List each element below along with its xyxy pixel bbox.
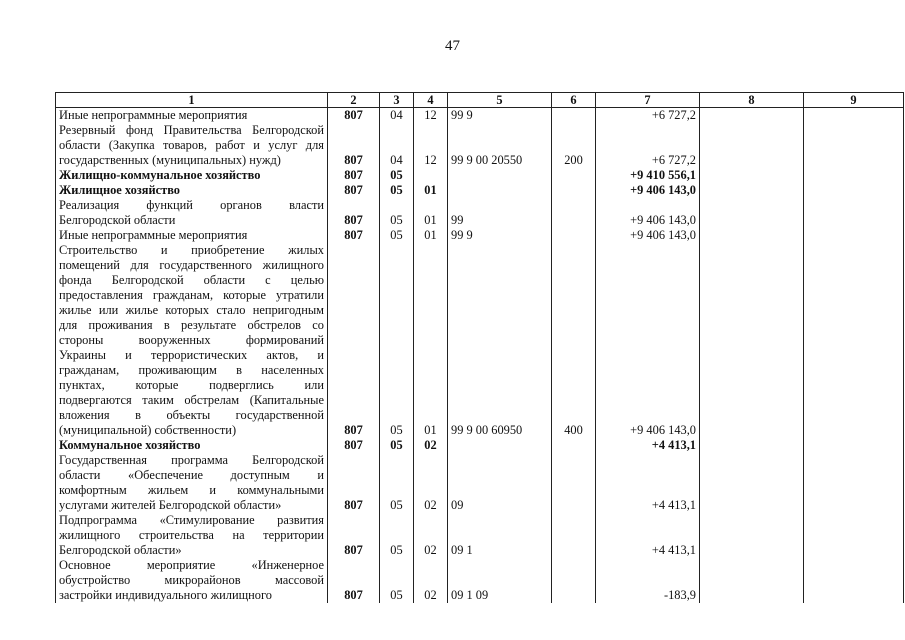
row-name-line: обустройство микрорайонов массовой — [59, 573, 324, 587]
col-7-amount: +4 413,1 — [596, 438, 700, 453]
col-2-code: 807 — [328, 108, 380, 124]
table-row — [56, 108, 904, 124]
col-3-section: 05 — [380, 558, 414, 603]
row-name-line: Основное мероприятие «Инженерное — [59, 558, 324, 572]
row-name-line: застройки индивидуального жилищного — [59, 588, 272, 602]
col-5-target-item — [448, 168, 552, 183]
col-6-expense-type: 400 — [552, 243, 596, 438]
row-name-line: предоставления гражданам, которые утратили — [59, 288, 324, 302]
col-2-code: 807 — [328, 123, 380, 168]
col-5-target-item — [448, 438, 552, 453]
column-header: 2 — [328, 93, 380, 108]
col-7-amount: +9 406 143,0 — [596, 228, 700, 243]
table-row — [56, 183, 904, 198]
col-4-subsection: 02 — [414, 438, 448, 453]
row-name — [56, 558, 328, 603]
col-3-section: 05 — [380, 198, 414, 228]
col-4-subsection: 01 — [414, 198, 448, 228]
col-2-code: 807 — [328, 198, 380, 228]
col-8 — [700, 123, 804, 168]
row-name-line: (муниципальной) собственности) — [59, 423, 237, 437]
col-8 — [700, 438, 804, 453]
row-name-line: Реализация функций органов власти — [59, 198, 324, 212]
row-name-line: Белгородской области» — [59, 543, 182, 557]
table-row — [56, 198, 904, 228]
col-7-amount: +9 406 143,0 — [596, 243, 700, 438]
budget-table — [55, 92, 904, 603]
col-7-amount: +4 413,1 — [596, 513, 700, 558]
table-row — [56, 513, 904, 558]
column-header: 5 — [448, 93, 552, 108]
row-name — [56, 228, 328, 243]
col-9 — [804, 228, 904, 243]
col-3-section: 05 — [380, 438, 414, 453]
table-header-row — [56, 93, 904, 108]
col-4-subsection — [414, 168, 448, 183]
col-6-expense-type — [552, 168, 596, 183]
col-5-target-item: 99 9 00 20550 — [448, 123, 552, 168]
col-6-expense-type — [552, 453, 596, 513]
row-name-line: жилищного строительства на территории — [59, 528, 324, 542]
col-2-code: 807 — [328, 243, 380, 438]
row-name-line: фонда Белгородской области с целью — [59, 273, 324, 287]
col-6-expense-type — [552, 558, 596, 603]
row-name-line: Государственная программа Белгородской — [59, 453, 324, 467]
col-3-section: 05 — [380, 513, 414, 558]
col-7-amount: +6 727,2 — [596, 123, 700, 168]
row-name-line: комфортным жильем и коммунальными — [59, 483, 324, 497]
col-4-subsection: 01 — [414, 228, 448, 243]
col-7-amount: +9 406 143,0 — [596, 183, 700, 198]
col-9 — [804, 183, 904, 198]
col-4-subsection: 12 — [414, 108, 448, 124]
row-name-line: пунктах, которые подверглись или — [59, 378, 324, 392]
col-8 — [700, 183, 804, 198]
row-name-line: Белгородской области — [59, 213, 176, 227]
col-9 — [804, 513, 904, 558]
col-5-target-item: 99 — [448, 198, 552, 228]
column-header: 7 — [596, 93, 700, 108]
col-3-section: 05 — [380, 168, 414, 183]
row-name-line: подвергаются таким обстрелам (Капитальные — [59, 393, 324, 407]
col-3-section: 05 — [380, 453, 414, 513]
row-name — [56, 123, 328, 168]
column-header: 1 — [56, 93, 328, 108]
col-3-section: 04 — [380, 108, 414, 124]
col-8 — [700, 168, 804, 183]
col-7-amount: +6 727,2 — [596, 108, 700, 124]
col-5-target-item: 09 — [448, 453, 552, 513]
col-4-subsection: 12 — [414, 123, 448, 168]
col-9 — [804, 108, 904, 124]
row-name-line: вложения в объекты государственной — [59, 408, 324, 422]
col-3-section: 04 — [380, 123, 414, 168]
col-6-expense-type — [552, 198, 596, 228]
col-5-target-item: 99 9 — [448, 108, 552, 124]
col-2-code: 807 — [328, 168, 380, 183]
row-name-line: помещений для государственного жилищного — [59, 258, 324, 272]
col-7-amount: -183,9 — [596, 558, 700, 603]
column-header: 3 — [380, 93, 414, 108]
col-4-subsection: 02 — [414, 453, 448, 513]
row-name-line: Коммунальное хозяйство — [59, 438, 201, 452]
row-name-line: Жилищно-коммунальное хозяйство — [59, 168, 261, 182]
row-name — [56, 438, 328, 453]
column-header: 4 — [414, 93, 448, 108]
table-row — [56, 558, 904, 603]
column-header: 8 — [700, 93, 804, 108]
row-name — [56, 108, 328, 124]
col-4-subsection: 02 — [414, 513, 448, 558]
row-name-line: гражданам, проживающим в населенных — [59, 363, 324, 377]
col-5-target-item: 09 1 09 — [448, 558, 552, 603]
table-row — [56, 438, 904, 453]
row-name — [56, 453, 328, 513]
table-row — [56, 228, 904, 243]
col-8 — [700, 513, 804, 558]
row-name-line: жилье или жилье которых стало непригодным — [59, 303, 324, 317]
col-8 — [700, 198, 804, 228]
column-header: 6 — [552, 93, 596, 108]
col-4-subsection: 01 — [414, 243, 448, 438]
row-name — [56, 243, 328, 438]
col-8 — [700, 453, 804, 513]
col-2-code: 807 — [328, 513, 380, 558]
row-name-line: Жилищное хозяйство — [59, 183, 181, 197]
col-6-expense-type — [552, 438, 596, 453]
col-4-subsection: 02 — [414, 558, 448, 603]
row-name — [56, 198, 328, 228]
table-row — [56, 453, 904, 513]
col-8 — [700, 558, 804, 603]
page-number: 47 — [445, 38, 460, 54]
col-6-expense-type — [552, 513, 596, 558]
col-9 — [804, 438, 904, 453]
row-name-line: области «Обеспечение доступным и — [59, 468, 324, 482]
col-2-code: 807 — [328, 438, 380, 453]
col-9 — [804, 123, 904, 168]
col-5-target-item — [448, 183, 552, 198]
row-name-line: для проживания в результате обстрелов со — [59, 318, 324, 332]
row-name-line: Подпрограмма «Стимулирование развития — [59, 513, 324, 527]
col-4-subsection: 01 — [414, 183, 448, 198]
col-8 — [700, 243, 804, 438]
col-6-expense-type: 200 — [552, 123, 596, 168]
row-name — [56, 513, 328, 558]
col-3-section: 05 — [380, 228, 414, 243]
col-9 — [804, 243, 904, 438]
table-row — [56, 123, 904, 168]
col-2-code: 807 — [328, 183, 380, 198]
col-5-target-item: 99 9 — [448, 228, 552, 243]
col-9 — [804, 453, 904, 513]
table-row — [56, 243, 904, 438]
table-row — [56, 168, 904, 183]
col-5-target-item: 09 1 — [448, 513, 552, 558]
row-name-line: Иные непрограммные мероприятия — [59, 228, 248, 242]
column-header: 9 — [804, 93, 904, 108]
col-6-expense-type — [552, 183, 596, 198]
row-name-line: области (Закупка товаров, работ и услуг для — [59, 138, 324, 152]
row-name-line: услугами жителей Белгородской области» — [59, 498, 282, 512]
row-name-line: Украины и террористических актов, и — [59, 348, 324, 362]
row-name-line: Строительство и приобретение жилых — [59, 243, 324, 257]
col-8 — [700, 108, 804, 124]
col-3-section: 05 — [380, 243, 414, 438]
col-2-code: 807 — [328, 453, 380, 513]
col-8 — [700, 228, 804, 243]
row-name-line: Иные непрограммные мероприятия — [59, 108, 248, 122]
col-7-amount: +9 406 143,0 — [596, 198, 700, 228]
col-9 — [804, 558, 904, 603]
col-6-expense-type — [552, 228, 596, 243]
col-2-code: 807 — [328, 228, 380, 243]
col-5-target-item: 99 9 00 60950 — [448, 243, 552, 438]
col-2-code: 807 — [328, 558, 380, 603]
col-9 — [804, 168, 904, 183]
row-name-line: Резервный фонд Правительства Белгородской — [59, 123, 324, 137]
col-7-amount: +4 413,1 — [596, 453, 700, 513]
row-name-line: стороны вооруженных формирований — [59, 333, 324, 347]
col-9 — [804, 198, 904, 228]
row-name — [56, 183, 328, 198]
col-3-section: 05 — [380, 183, 414, 198]
row-name — [56, 168, 328, 183]
col-7-amount: +9 410 556,1 — [596, 168, 700, 183]
col-6-expense-type — [552, 108, 596, 124]
row-name-line: государственных (муниципальных) нужд) — [59, 153, 281, 167]
